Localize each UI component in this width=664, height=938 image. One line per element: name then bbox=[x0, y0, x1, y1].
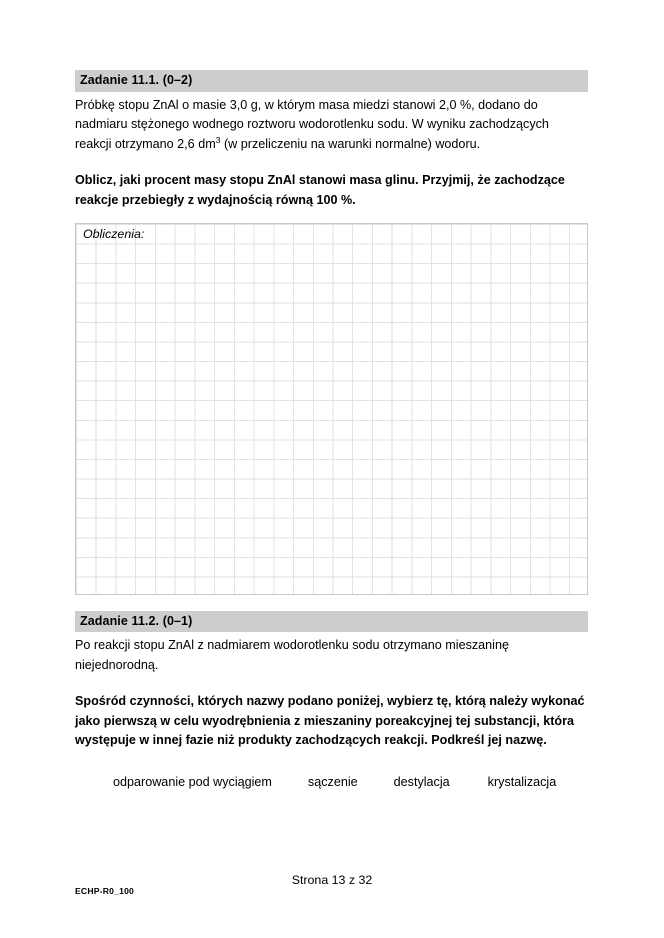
footer-document-code: ECHP-R0_100 bbox=[75, 886, 135, 896]
task-11-2-intro: Po reakcji stopu ZnAl z nadmiarem wodorotlenku sodu otrzymano mieszaninę niejednorodną. bbox=[75, 638, 509, 672]
option-destylacja[interactable]: destylacja bbox=[393, 775, 450, 790]
option-krystalizacja[interactable]: krystalizacja bbox=[487, 775, 557, 790]
task-11-1-intro-tail: (w przeliczeniu na warunki normalne) wodoru. bbox=[220, 136, 481, 151]
option-saczenie[interactable]: sączenie bbox=[307, 775, 358, 790]
footer-page-number: Strona 13 z 32 bbox=[291, 873, 373, 887]
task-header-11-1: Zadanie 11.1. (0–2) bbox=[75, 70, 588, 92]
option-odparowanie-pod-wyciagiem[interactable]: odparowanie pod wyciągiem bbox=[113, 775, 272, 790]
task-11-1-intro-text: Próbkę stopu ZnAl o masie 3,0 g, w którym masa miedzi stanowi 2,0 %, dodano do nadmiaru stężonego wodnego roztworu wodorotlenku sodu. W wyniku zachodzących reakcji otrzymano 2,6 dm bbox=[75, 97, 549, 151]
task-11-2-instruction: Spośród czynności, których nazwy podano poniżej, wybierz tę, którą należy wykonać jako pierwszą w celu wyodrębnienia z mieszaniny poreakcyjnej tej substancji, która występuje w innej fazie niż produkty zachodzących reakcji. Podkreśl jej nazwę. bbox=[75, 694, 585, 748]
task-header-11-2: Zadanie 11.2. (0–1) bbox=[75, 611, 588, 633]
answer-grid-11-1[interactable] bbox=[75, 223, 588, 595]
task-11-1-intro bbox=[75, 96, 588, 155]
cubic-exponent: 3 bbox=[215, 134, 221, 145]
answer-options-11-2 bbox=[75, 773, 588, 791]
task-11-1-instruction: Oblicz, jaki procent masy stopu ZnAl stanowi masa glinu. Przyjmij, że zachodzące reakcje przebiegły z wydajnością równą 100 %. bbox=[75, 173, 565, 207]
page-content bbox=[75, 70, 588, 791]
answer-grid-label: Obliczenia: bbox=[83, 226, 145, 241]
